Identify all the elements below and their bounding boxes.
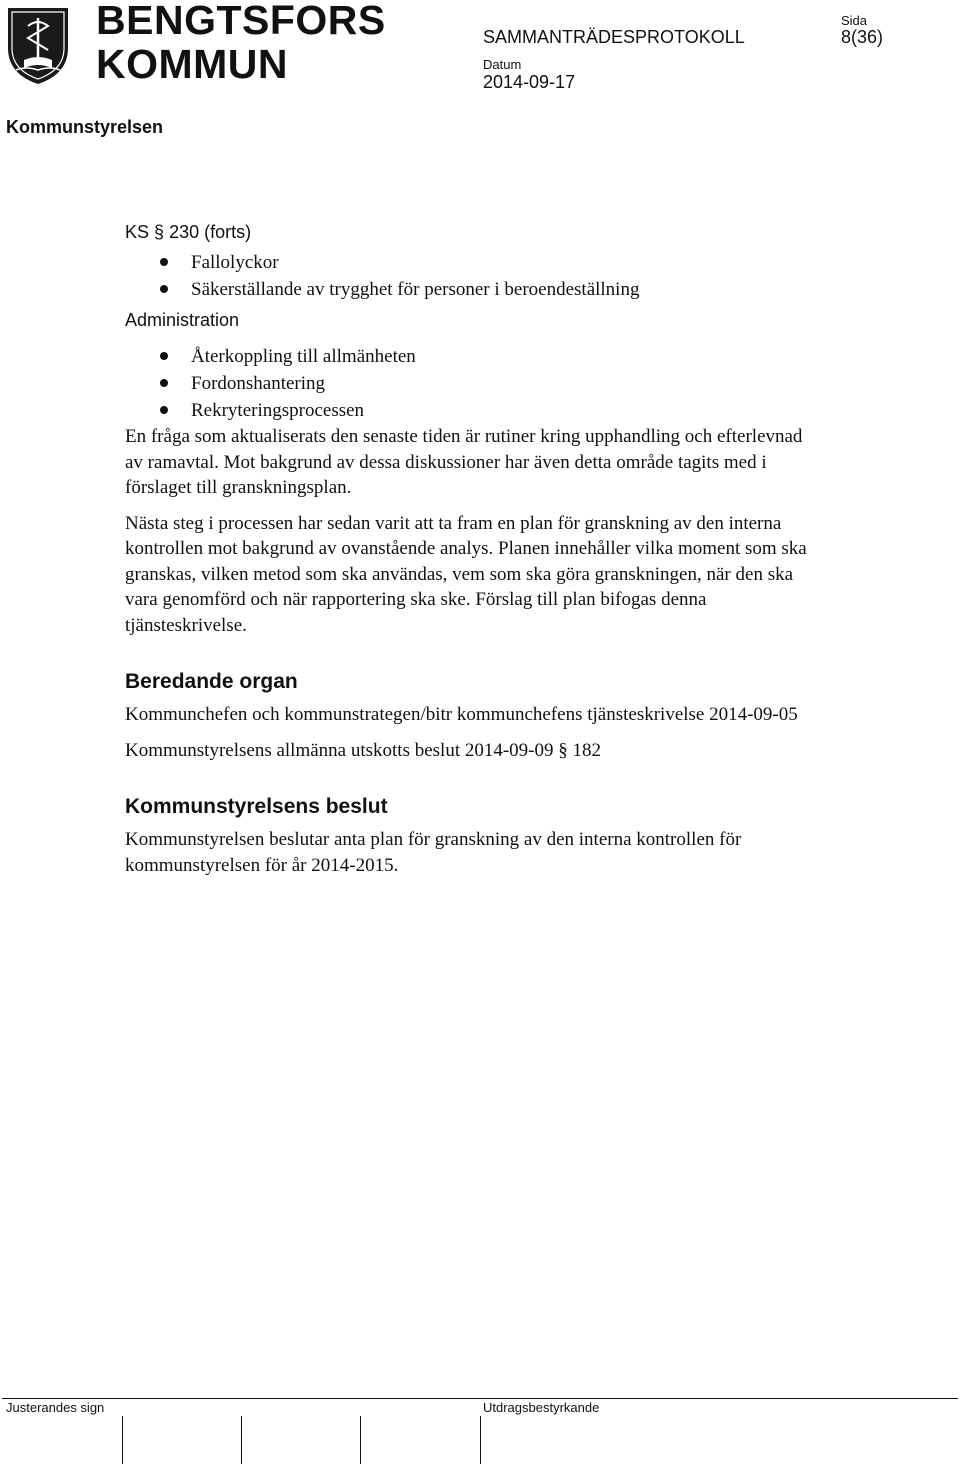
list-item: Rekryteringsprocessen [125,397,825,424]
bullet-icon [160,285,168,293]
protocol-body [125,221,825,878]
case-number: 230 (forts) [169,222,252,242]
beredande-text-2: Kommunstyrelsens allmänna utskotts beslut 2014-09-09 § 182 [125,739,602,761]
footer-rule [2,1398,958,1399]
justerandes-sign-label: Justerandes sign [6,1400,105,1415]
utdragsbestyrkande-label: Utdragsbestyrkande [483,1400,600,1415]
date-label: Datum [483,57,522,72]
page-label: Sida [841,13,868,28]
bullet-icon [160,379,168,387]
bullet-list-1 [125,249,825,303]
case-prefix: KS [125,222,150,242]
signature-box-divider [360,1416,361,1464]
section-mark: § [154,222,165,242]
list-item: Fallolyckor [125,249,825,276]
beredande-text-1: Kommunchefen och kommunstrategen/bitr kommunchefens tjänsteskrivelse 2014-09-05 [125,704,798,725]
list-item: Fordonshantering [125,370,825,397]
bullet-icon [160,258,168,266]
section-mark: § [558,739,568,761]
case-reference [125,221,825,243]
bullet-icon [160,352,168,360]
signature-box-divider [480,1416,481,1464]
bullet-icon [160,406,168,414]
bullet-list-2 [125,343,825,424]
list-item: Säkerställande av trygghet för personer i beroendeställning [125,276,825,303]
page-number: 8(36) [841,27,884,47]
document-type: SAMMANTRÄDESPROTOKOLL [483,27,745,47]
signature-box-divider [122,1416,123,1464]
municipality-name [96,0,386,86]
signature-footer [0,1398,960,1466]
organ-name: Kommunstyrelsen [6,117,164,137]
signature-box-divider [241,1416,242,1464]
beredande-heading: Beredande organ [125,670,298,693]
brand-line-1: BENGTSFORS [96,0,386,43]
admin-heading: Administration [125,310,240,330]
beslut-text: Kommunstyrelsen beslutar anta plan för granskning av den interna kontrollen för kommunstyrelsen för år 2014-2015. [125,829,742,876]
brand-line-2: KOMMUN [96,41,289,87]
list-item: Återkoppling till allmänheten [125,343,825,370]
municipality-crest-icon [4,4,72,86]
paragraph-2: Nästa steg i processen har sedan varit att ta fram en plan för granskning av den interna kontrollen mot bakgrund av ovanstående analys. Planen innehåller vilka moment som ska granskas, vilken metod som ska användas, vem som ska göra granskningen, när den ska vara genomförd och när rapportering ska ske. Förslag till plan bifogas denna tjänsteskrivelse. [125,512,807,636]
beslut-heading: Kommunstyrelsens beslut [125,795,388,818]
date-value: 2014-09-17 [483,72,576,92]
paragraph-1: En fråga som aktualiserats den senaste tiden är rutiner kring upphandling och efterlevnad av ramavtal. Mot bakgrund av dessa diskussioner har även detta område tagits med i förslaget till granskningsplan. [125,426,803,498]
